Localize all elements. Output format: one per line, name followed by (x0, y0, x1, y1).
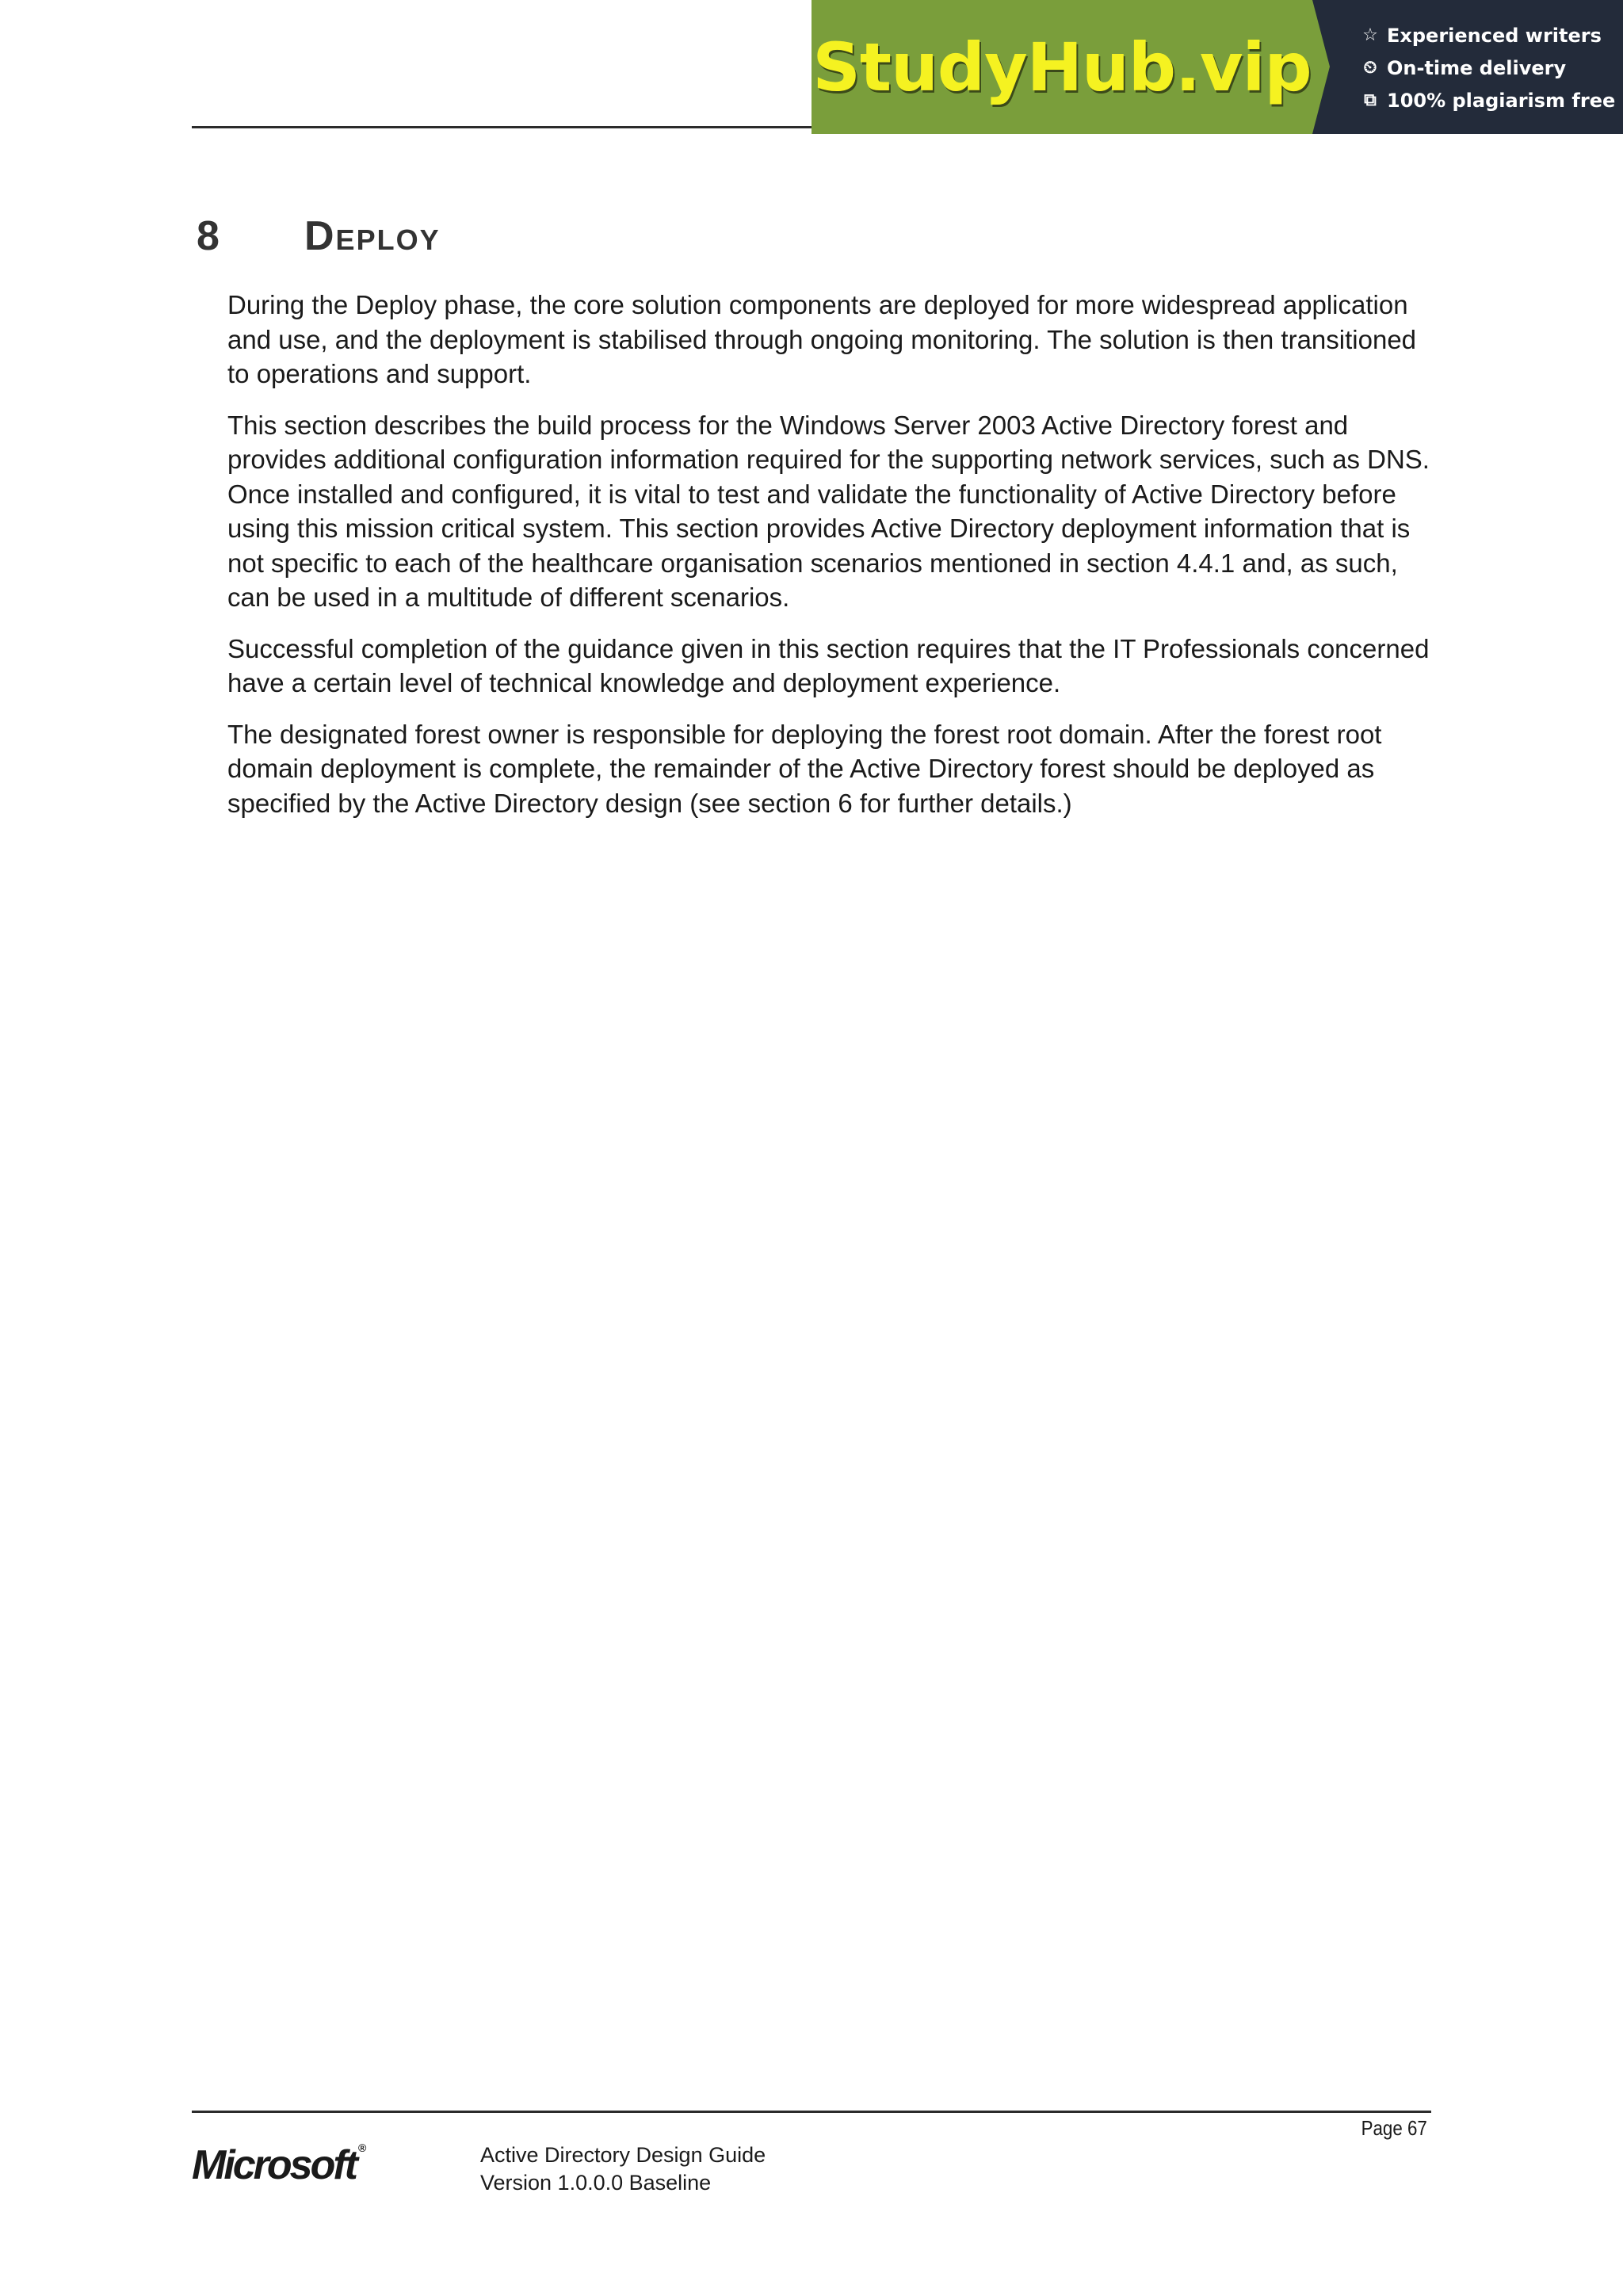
banner-feature-list (1312, 0, 1623, 134)
section-number: 8 (197, 213, 220, 259)
footer-version: Version 1.0.0.0 Baseline (480, 2171, 712, 2195)
banner-brand-panel (812, 0, 1312, 134)
banner-brand-text: StudyHub.vip (812, 28, 1312, 106)
section-title: Deploy (304, 213, 441, 259)
banner-feature-label: On-time delivery (1387, 56, 1567, 79)
banner-feature-label: Experienced writers (1387, 24, 1602, 47)
paragraph: This section describes the build process for the Windows Server 2003 Active Directory forest and provides additional configuration information required for the supporting network services, such as DNS. Once installed and configured, it is vital to test and validate the functionality of Active Directory before using this mission critical system. This section provides Active Directory deployment information that is not specific to each of the healthcare organisation scenarios mentioned in section 4.4.1 and, as such, can be used in a multitude of different scenarios. (227, 410, 1430, 612)
footer-doc-title: Active Directory Design Guide (480, 2143, 766, 2167)
footer-rule (192, 2111, 1431, 2113)
studyhub-banner[interactable] (812, 0, 1623, 134)
microsoft-logo (192, 2141, 366, 2189)
star-icon: ☆ (1362, 25, 1378, 45)
registered-mark: ® (358, 2141, 367, 2154)
banner-feature-item (1360, 84, 1623, 117)
section-heading (197, 212, 441, 260)
paragraph: Successful completion of the guidance given in this section requires that the IT Professionals concerned have a certain level of technical knowledge and deployment experience. (227, 633, 1430, 697)
banner-feature-item (1360, 52, 1623, 84)
footer-doc-info (480, 2141, 766, 2197)
header-rule (192, 126, 812, 128)
banner-feature-item (1360, 19, 1623, 52)
paragraph: During the Deploy phase, the core solution components are deployed for more widespread application and use, and the deployment is stabilised through ongoing monitoring. The solution is then transitioned to operations and support. (227, 290, 1417, 388)
logo-text: Microsoft (192, 2142, 356, 2188)
copy-icon: ⧉ (1364, 90, 1377, 110)
clock-icon: ⏲ (1363, 58, 1377, 78)
banner-feature-label: 100% plagiarism free (1387, 89, 1616, 112)
page-number: Page 67 (1361, 2116, 1427, 2140)
paragraph: The designated forest owner is responsible for deploying the forest root domain. After the forest root domain deployment is complete, the remainder of the Active Directory forest should be deployed as specified by the Active Directory design (see section 6 for further details.) (227, 719, 1382, 818)
body-text (227, 288, 1432, 837)
